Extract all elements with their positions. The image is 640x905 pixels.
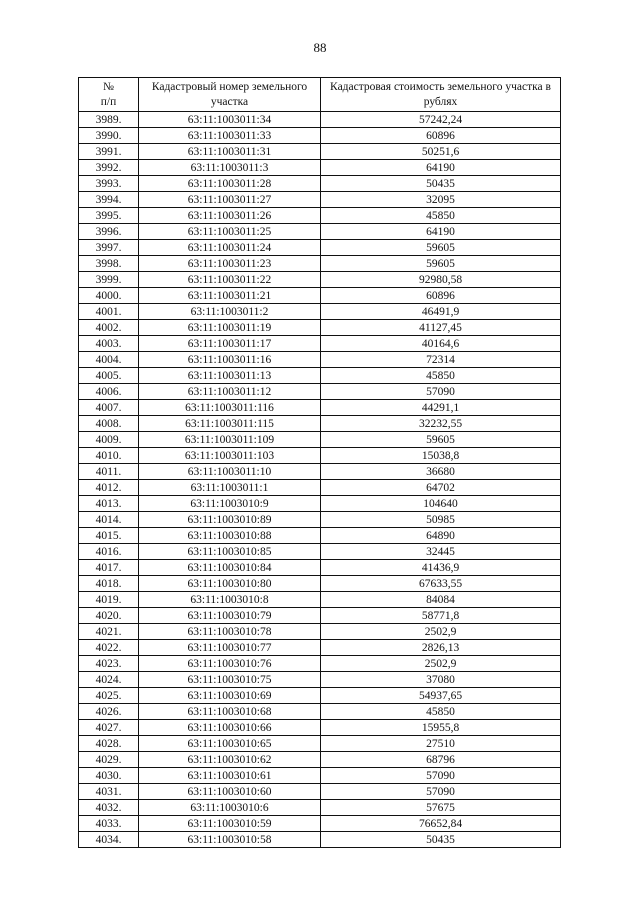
cell-cadastral-number: 63:11:1003010:65 — [139, 736, 321, 752]
cell-cadastral-cost: 57090 — [321, 384, 561, 400]
cadastral-value-table — [78, 77, 561, 848]
cell-cadastral-cost: 72314 — [321, 352, 561, 368]
table-row — [79, 416, 561, 432]
cell-row-number: 3993. — [79, 176, 139, 192]
table-row — [79, 560, 561, 576]
cell-cadastral-cost: 60896 — [321, 128, 561, 144]
cell-cadastral-number: 63:11:1003011:17 — [139, 336, 321, 352]
cell-cadastral-cost: 41127,45 — [321, 320, 561, 336]
table-row — [79, 384, 561, 400]
cell-cadastral-number: 63:11:1003011:19 — [139, 320, 321, 336]
cell-cadastral-number: 63:11:1003011:16 — [139, 352, 321, 368]
cell-cadastral-number: 63:11:1003011:31 — [139, 144, 321, 160]
table-row — [79, 400, 561, 416]
table-row — [79, 368, 561, 384]
cell-row-number: 4014. — [79, 512, 139, 528]
cell-row-number: 4022. — [79, 640, 139, 656]
cell-cadastral-cost: 64702 — [321, 480, 561, 496]
cell-cadastral-number: 63:11:1003010:85 — [139, 544, 321, 560]
cell-cadastral-cost: 57675 — [321, 800, 561, 816]
cell-cadastral-cost: 50985 — [321, 512, 561, 528]
table-row — [79, 512, 561, 528]
cell-cadastral-number: 63:11:1003010:59 — [139, 816, 321, 832]
table-row — [79, 576, 561, 592]
table-row — [79, 656, 561, 672]
table-row — [79, 624, 561, 640]
cell-cadastral-number: 63:11:1003011:22 — [139, 272, 321, 288]
cell-cadastral-number: 63:11:1003011:116 — [139, 400, 321, 416]
cell-row-number: 4016. — [79, 544, 139, 560]
cell-cadastral-cost: 32445 — [321, 544, 561, 560]
table-row — [79, 752, 561, 768]
cell-cadastral-cost: 15955,8 — [321, 720, 561, 736]
table-row — [79, 208, 561, 224]
table-row — [79, 528, 561, 544]
cell-cadastral-cost: 2502,9 — [321, 656, 561, 672]
cell-cadastral-number: 63:11:1003010:61 — [139, 768, 321, 784]
cell-row-number: 3989. — [79, 112, 139, 128]
cell-row-number: 3999. — [79, 272, 139, 288]
cell-cadastral-number: 63:11:1003011:1 — [139, 480, 321, 496]
cell-cadastral-number: 63:11:1003011:12 — [139, 384, 321, 400]
table-body — [79, 112, 561, 848]
table-row — [79, 192, 561, 208]
cell-cadastral-number: 63:11:1003010:58 — [139, 832, 321, 848]
cell-cadastral-number: 63:11:1003010:62 — [139, 752, 321, 768]
table-row — [79, 464, 561, 480]
cell-cadastral-number: 63:11:1003011:103 — [139, 448, 321, 464]
cell-cadastral-number: 63:11:1003011:10 — [139, 464, 321, 480]
cell-cadastral-cost: 45850 — [321, 368, 561, 384]
cell-cadastral-number: 63:11:1003010:8 — [139, 592, 321, 608]
cell-row-number: 3997. — [79, 240, 139, 256]
cell-row-number: 3995. — [79, 208, 139, 224]
table-row — [79, 288, 561, 304]
cell-cadastral-number: 63:11:1003011:25 — [139, 224, 321, 240]
table-row — [79, 352, 561, 368]
cell-cadastral-cost: 104640 — [321, 496, 561, 512]
table-row — [79, 784, 561, 800]
header-number-sign: № — [103, 80, 114, 93]
cell-cadastral-cost: 45850 — [321, 704, 561, 720]
header-row-number — [79, 78, 139, 112]
table-row — [79, 224, 561, 240]
cell-cadastral-cost: 84084 — [321, 592, 561, 608]
cell-row-number: 4021. — [79, 624, 139, 640]
cell-cadastral-cost: 41436,9 — [321, 560, 561, 576]
cell-cadastral-number: 63:11:1003011:13 — [139, 368, 321, 384]
cell-cadastral-cost: 58771,8 — [321, 608, 561, 624]
cell-cadastral-number: 63:11:1003010:84 — [139, 560, 321, 576]
cell-row-number: 4018. — [79, 576, 139, 592]
cell-row-number: 4002. — [79, 320, 139, 336]
page-number: 88 — [313, 40, 327, 55]
cell-cadastral-cost: 68796 — [321, 752, 561, 768]
cell-row-number: 4020. — [79, 608, 139, 624]
table-row — [79, 544, 561, 560]
cell-cadastral-cost: 57090 — [321, 784, 561, 800]
cell-row-number: 4026. — [79, 704, 139, 720]
table-row — [79, 256, 561, 272]
cell-cadastral-cost: 59605 — [321, 240, 561, 256]
cell-cadastral-number: 63:11:1003011:27 — [139, 192, 321, 208]
cell-row-number: 4033. — [79, 816, 139, 832]
table-row — [79, 160, 561, 176]
table-row — [79, 720, 561, 736]
cell-cadastral-cost: 15038,8 — [321, 448, 561, 464]
table-row — [79, 800, 561, 816]
table-row — [79, 432, 561, 448]
table-row — [79, 688, 561, 704]
cell-cadastral-number: 63:11:1003010:78 — [139, 624, 321, 640]
table-row — [79, 736, 561, 752]
cell-cadastral-number: 63:11:1003010:79 — [139, 608, 321, 624]
cell-cadastral-number: 63:11:1003011:24 — [139, 240, 321, 256]
cell-row-number: 4032. — [79, 800, 139, 816]
cell-row-number: 4019. — [79, 592, 139, 608]
cell-row-number: 3998. — [79, 256, 139, 272]
cell-cadastral-number: 63:11:1003010:68 — [139, 704, 321, 720]
table-row — [79, 144, 561, 160]
cell-row-number: 4005. — [79, 368, 139, 384]
table-row — [79, 816, 561, 832]
cell-cadastral-cost: 60896 — [321, 288, 561, 304]
table-row — [79, 480, 561, 496]
cell-row-number: 4025. — [79, 688, 139, 704]
cell-cadastral-number: 63:11:1003011:26 — [139, 208, 321, 224]
table-row — [79, 832, 561, 848]
cell-cadastral-cost: 50435 — [321, 832, 561, 848]
cell-row-number: 4007. — [79, 400, 139, 416]
cell-cadastral-number: 63:11:1003010:89 — [139, 512, 321, 528]
table-row — [79, 592, 561, 608]
cell-cadastral-number: 63:11:1003011:21 — [139, 288, 321, 304]
cell-cadastral-number: 63:11:1003010:66 — [139, 720, 321, 736]
cell-cadastral-cost: 40164,6 — [321, 336, 561, 352]
cell-row-number: 4023. — [79, 656, 139, 672]
cell-cadastral-cost: 64190 — [321, 224, 561, 240]
cell-cadastral-cost: 57242,24 — [321, 112, 561, 128]
cell-cadastral-cost: 76652,84 — [321, 816, 561, 832]
table-row — [79, 448, 561, 464]
cell-row-number: 4030. — [79, 768, 139, 784]
cell-cadastral-number: 63:11:1003010:9 — [139, 496, 321, 512]
cell-row-number: 4031. — [79, 784, 139, 800]
cell-row-number: 4013. — [79, 496, 139, 512]
cell-cadastral-number: 63:11:1003011:23 — [139, 256, 321, 272]
cell-cadastral-cost: 59605 — [321, 256, 561, 272]
cell-row-number: 4034. — [79, 832, 139, 848]
cell-row-number: 4029. — [79, 752, 139, 768]
cell-cadastral-number: 63:11:1003011:2 — [139, 304, 321, 320]
table-row — [79, 112, 561, 128]
header-number-abbr: п/п — [100, 95, 117, 108]
cell-row-number: 4008. — [79, 416, 139, 432]
table-row — [79, 320, 561, 336]
cell-cadastral-number: 63:11:1003010:80 — [139, 576, 321, 592]
cell-cadastral-cost: 54937,65 — [321, 688, 561, 704]
cell-row-number: 3994. — [79, 192, 139, 208]
cell-row-number: 4010. — [79, 448, 139, 464]
cell-cadastral-number: 63:11:1003010:60 — [139, 784, 321, 800]
cell-cadastral-cost: 2826,13 — [321, 640, 561, 656]
cell-cadastral-number: 63:11:1003010:76 — [139, 656, 321, 672]
table-header — [79, 78, 561, 112]
table-row — [79, 672, 561, 688]
cell-row-number: 3996. — [79, 224, 139, 240]
cell-cadastral-cost: 44291,1 — [321, 400, 561, 416]
cell-row-number: 3990. — [79, 128, 139, 144]
header-cadastral-number: Кадастровый номер земельного участка — [139, 78, 321, 112]
table-row — [79, 704, 561, 720]
cell-cadastral-cost: 32095 — [321, 192, 561, 208]
header-cadastral-cost: Кадастровая стоимость земельного участка в рублях — [321, 78, 561, 112]
cell-cadastral-number: 63:11:1003011:28 — [139, 176, 321, 192]
cell-cadastral-number: 63:11:1003010:69 — [139, 688, 321, 704]
table-row — [79, 608, 561, 624]
cell-cadastral-cost: 50435 — [321, 176, 561, 192]
table-row — [79, 640, 561, 656]
table-row — [79, 304, 561, 320]
cell-cadastral-cost: 36680 — [321, 464, 561, 480]
table-row — [79, 272, 561, 288]
cell-row-number: 4011. — [79, 464, 139, 480]
cell-cadastral-cost: 50251,6 — [321, 144, 561, 160]
cell-cadastral-cost: 59605 — [321, 432, 561, 448]
cell-row-number: 3991. — [79, 144, 139, 160]
table-row — [79, 128, 561, 144]
cell-row-number: 4028. — [79, 736, 139, 752]
cell-row-number: 4009. — [79, 432, 139, 448]
cell-cadastral-cost: 64890 — [321, 528, 561, 544]
cell-row-number: 4006. — [79, 384, 139, 400]
cell-cadastral-cost: 57090 — [321, 768, 561, 784]
cell-cadastral-number: 63:11:1003011:33 — [139, 128, 321, 144]
cell-cadastral-cost: 45850 — [321, 208, 561, 224]
cell-row-number: 4017. — [79, 560, 139, 576]
cell-cadastral-cost: 27510 — [321, 736, 561, 752]
cell-row-number: 3992. — [79, 160, 139, 176]
cell-cadastral-cost: 92980,58 — [321, 272, 561, 288]
cell-row-number: 4003. — [79, 336, 139, 352]
header-row — [79, 78, 561, 112]
cell-cadastral-cost: 2502,9 — [321, 624, 561, 640]
table-row — [79, 240, 561, 256]
cell-row-number: 4001. — [79, 304, 139, 320]
cell-cadastral-cost: 67633,55 — [321, 576, 561, 592]
cell-cadastral-number: 63:11:1003010:75 — [139, 672, 321, 688]
table-row — [79, 176, 561, 192]
cell-cadastral-number: 63:11:1003011:109 — [139, 432, 321, 448]
cell-row-number: 4015. — [79, 528, 139, 544]
cell-row-number: 4012. — [79, 480, 139, 496]
cell-row-number: 4000. — [79, 288, 139, 304]
cell-cadastral-number: 63:11:1003011:34 — [139, 112, 321, 128]
cell-row-number: 4027. — [79, 720, 139, 736]
cell-cadastral-cost: 46491,9 — [321, 304, 561, 320]
table-row — [79, 768, 561, 784]
cell-row-number: 4004. — [79, 352, 139, 368]
cell-cadastral-number: 63:11:1003011:115 — [139, 416, 321, 432]
cell-cadastral-number: 63:11:1003010:77 — [139, 640, 321, 656]
cell-cadastral-number: 63:11:1003011:3 — [139, 160, 321, 176]
cell-cadastral-number: 63:11:1003010:88 — [139, 528, 321, 544]
cell-cadastral-cost: 64190 — [321, 160, 561, 176]
cell-row-number: 4024. — [79, 672, 139, 688]
table-row — [79, 336, 561, 352]
cell-cadastral-cost: 37080 — [321, 672, 561, 688]
cell-cadastral-cost: 32232,55 — [321, 416, 561, 432]
cell-cadastral-number: 63:11:1003010:6 — [139, 800, 321, 816]
table-row — [79, 496, 561, 512]
